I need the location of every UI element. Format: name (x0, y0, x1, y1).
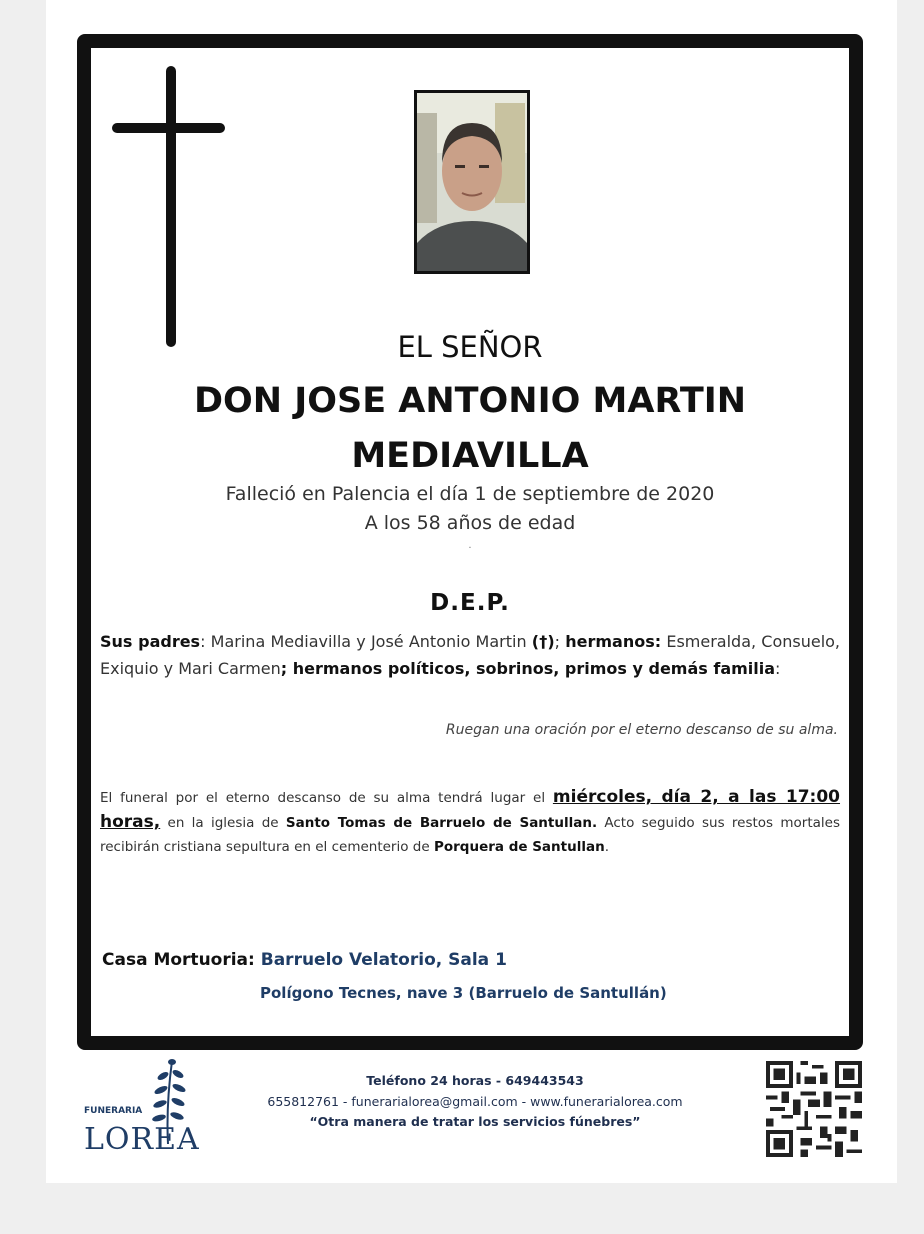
portrait-photo (414, 90, 530, 274)
funeral-intro: El funeral por el eterno descanso de su alma tendrá lugar el (100, 790, 553, 806)
church-name: Santo Tomas de Barruelo de Santullan. (285, 815, 598, 831)
footer-slogan: “Otra manera de tratar los servicios fúnebres” (309, 1114, 641, 1129)
title-senor: EL SEÑOR (397, 330, 543, 364)
padres-label: Sus padres (100, 632, 201, 651)
dagger-mark: (†) (531, 632, 555, 651)
prayer-request: Ruegan una oración por el eterno descanso de su alma. (445, 722, 838, 738)
cemetery-name: Porquera de Santullan (433, 839, 605, 855)
age-line: A los 58 años de edad (364, 512, 576, 534)
politicos-label: ; hermanos políticos, sobrinos, primos y demás familia (280, 659, 776, 678)
casa-value: Barruelo Velatorio, Sala 1 (260, 950, 507, 970)
funeral-date: miércoles, día 2, a las 17:00 horas, (100, 787, 841, 832)
qr-code-icon (766, 1061, 862, 1157)
family-paragraph (100, 628, 840, 682)
deceased-name-line1: DON JOSE ANTONIO MARTIN (193, 381, 747, 421)
separator-text: ; (554, 632, 566, 651)
church-pre: en la iglesia de (160, 815, 286, 831)
deceased-name-line2: MEDIAVILLA (351, 436, 589, 476)
casa-label: Casa Mortuoria: (102, 950, 261, 970)
cross-icon-bar (112, 123, 225, 133)
hermanos-text: Esmeralda, Consuelo, Exiquio y Mari Carmen (100, 632, 841, 678)
death-info (91, 480, 849, 538)
casa-mortuoria (102, 950, 507, 970)
burial-text: Acto seguido sus restos mortales recibirán cristiana sepultura en el cementerio de (100, 815, 840, 855)
family-end: : (775, 659, 781, 678)
funeral-end: . (604, 839, 609, 855)
funeraria-logo (80, 1056, 210, 1166)
death-line: Falleció en Palencia el día 1 de septiembre de 2020 (225, 483, 715, 505)
deceased-name (91, 374, 849, 484)
funeral-paragraph (100, 785, 840, 859)
separator-dot: . (468, 540, 472, 551)
padres-text: : Marina Mediavilla y José Antonio Martin (200, 632, 532, 651)
hermanos-label: hermanos: (565, 632, 662, 651)
logo-funeraria-text: FUNERARIA (84, 1106, 143, 1116)
footer-contact: 655812761 - funerarialorea@gmail.com - www.funerarialorea.com (267, 1094, 683, 1109)
footer-phone: Teléfono 24 horas - 649443543 (366, 1073, 584, 1088)
logo-lorea-text: LOREA (84, 1122, 200, 1157)
dep-heading: D.E.P. (430, 590, 510, 616)
cross-icon (166, 66, 176, 347)
casa-address: Polígono Tecnes, nave 3 (Barruelo de Santullán) (260, 984, 667, 1002)
